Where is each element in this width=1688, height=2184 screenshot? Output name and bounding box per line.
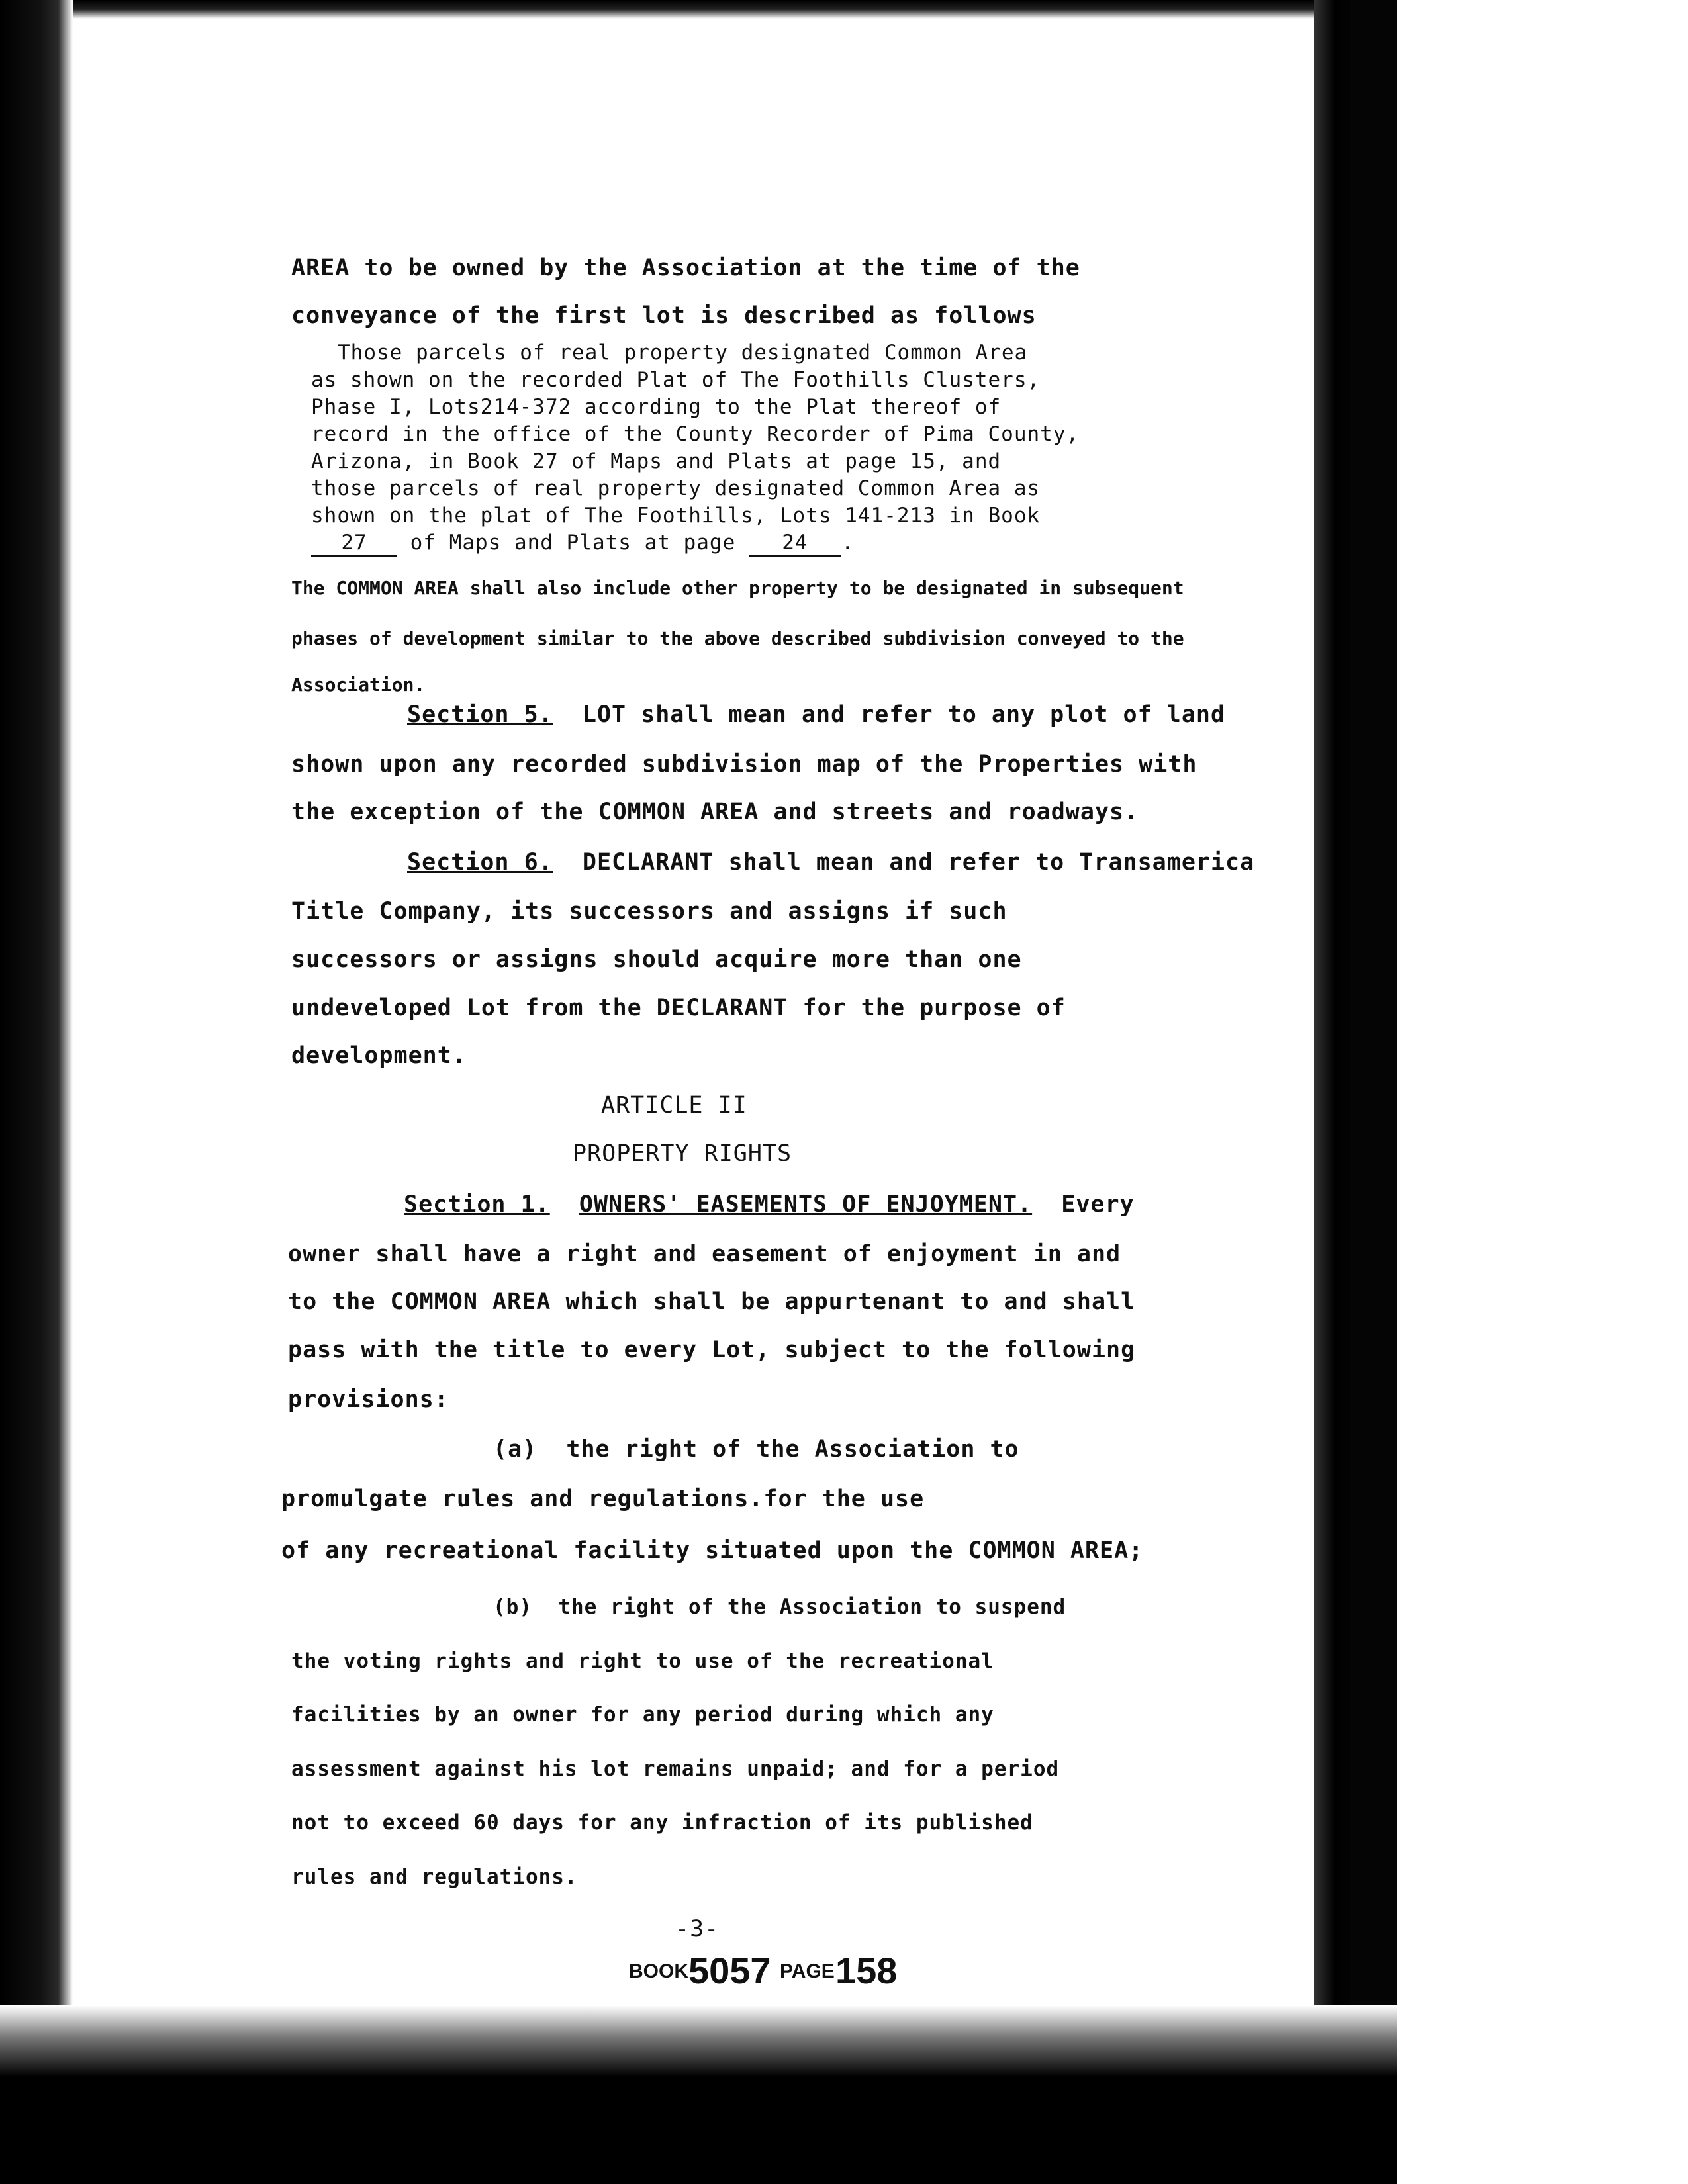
page-stamp-label: PAGE: [780, 1960, 835, 1982]
section-1-line-2: to the COMMON AREA which shall be appurtenant to and shall: [288, 1289, 1136, 1315]
provision-b-line-4: assessment against his lot remains unpaid; and for a period: [291, 1757, 1060, 1781]
provision-a-first-line: [493, 1436, 1019, 1463]
quote-line-3: Phase I, Lots214-372 according to the Plat thereof of: [311, 395, 1002, 419]
section-6-first-line: [407, 849, 1254, 876]
provision-b-line-3: facilities by an owner for any period during which any: [291, 1703, 994, 1727]
scan-edge-right-dark: [1350, 0, 1397, 2184]
section-1-line-1: owner shall have a right and easement of enjoyment in and: [288, 1241, 1121, 1267]
quote-line-8-middle: of Maps and Plats at page: [410, 531, 736, 555]
section-6-title: Section 6.: [407, 849, 553, 876]
common-area-line-2: phases of development similar to the above described subdivision conveyed to the: [291, 627, 1184, 649]
section-1-first-line: [404, 1191, 1135, 1218]
provision-b-line-6: rules and regulations.: [291, 1865, 578, 1889]
provision-a-line-2: promulgate rules and regulations.for the use: [281, 1486, 925, 1512]
quote-line-8: [311, 531, 855, 557]
page-stamp-number: 158: [835, 1950, 898, 1991]
provision-a-line-1: the right of the Association to: [566, 1436, 1019, 1463]
quote-line-2: as shown on the recorded Plat of The Foothills Clusters,: [311, 368, 1041, 392]
provision-a-label: (a): [493, 1436, 538, 1463]
quote-line-4: record in the office of the County Recorder of Pima County,: [311, 422, 1080, 446]
scan-edge-bottom: [0, 2005, 1397, 2184]
common-area-line-3: Association.: [291, 674, 426, 696]
provision-b-first-line: [493, 1595, 1066, 1619]
section-6-line-4: undeveloped Lot from the DECLARANT for the purpose of: [291, 995, 1066, 1021]
section-1-subtitle: OWNERS' EASEMENTS OF ENJOYMENT.: [579, 1191, 1033, 1218]
article-title: PROPERTY RIGHTS: [573, 1140, 792, 1167]
intro-line-1: AREA to be owned by the Association at the time of the: [291, 255, 1080, 281]
common-area-line-1: The COMMON AREA shall also include other property to be designated in subsequent: [291, 577, 1184, 599]
provision-b-line-2: the voting rights and right to use of the recreational: [291, 1649, 994, 1673]
quote-line-7: shown on the plat of The Foothills, Lots 141-213 in Book: [311, 504, 1041, 527]
section-1-title: Section 1.: [404, 1191, 550, 1218]
intro-line-2: conveyance of the first lot is described as follows: [291, 302, 1037, 329]
quote-line-6: those parcels of real property designated Common Area as: [311, 477, 1041, 500]
section-5-line-2: shown upon any recorded subdivision map of the Properties with: [291, 751, 1197, 778]
provision-b-line-5: not to exceed 60 days for any infraction of its published: [291, 1811, 1033, 1835]
provision-b-label: (b): [493, 1595, 532, 1619]
section-6-line-3: successors or assigns should acquire more than one: [291, 946, 1022, 973]
section-5-title: Section 5.: [407, 702, 553, 728]
book-stamp-label: BOOK: [629, 1960, 688, 1982]
article-number: ARTICLE II: [601, 1092, 747, 1118]
section-6-line-5: development.: [291, 1042, 467, 1069]
provision-a-line-3: of any recreational facility situated upon the COMMON AREA;: [281, 1537, 1144, 1564]
quote-line-1: Those parcels of real property designated Common Area: [338, 341, 1028, 365]
section-1-line-3: pass with the title to every Lot, subject to the following: [288, 1337, 1136, 1363]
section-1-lead: Every: [1061, 1191, 1135, 1218]
page-number-blank: 24: [749, 531, 841, 557]
book-stamp-number: 5057: [688, 1950, 771, 1991]
page-number: -3-: [675, 1916, 720, 1942]
section-5-line-1: LOT shall mean and refer to any plot of land: [582, 702, 1226, 728]
provision-b-line-1: the right of the Association to suspend: [558, 1595, 1066, 1619]
scan-edge-top: [0, 0, 1397, 19]
section-1-line-4: provisions:: [288, 1387, 449, 1413]
quote-line-8-end: .: [841, 531, 855, 555]
section-5-line-3: the exception of the COMMON AREA and streets and roadways.: [291, 799, 1139, 825]
section-6-line-2: Title Company, its successors and assigns if such: [291, 898, 1008, 925]
book-number-blank: 27: [311, 531, 397, 557]
section-6-line-1: DECLARANT shall mean and refer to Transamerica: [582, 849, 1255, 876]
scan-edge-left: [0, 0, 73, 2184]
section-5-first-line: [407, 702, 1225, 728]
quote-line-5: Arizona, in Book 27 of Maps and Plats at page 15, and: [311, 449, 1002, 473]
